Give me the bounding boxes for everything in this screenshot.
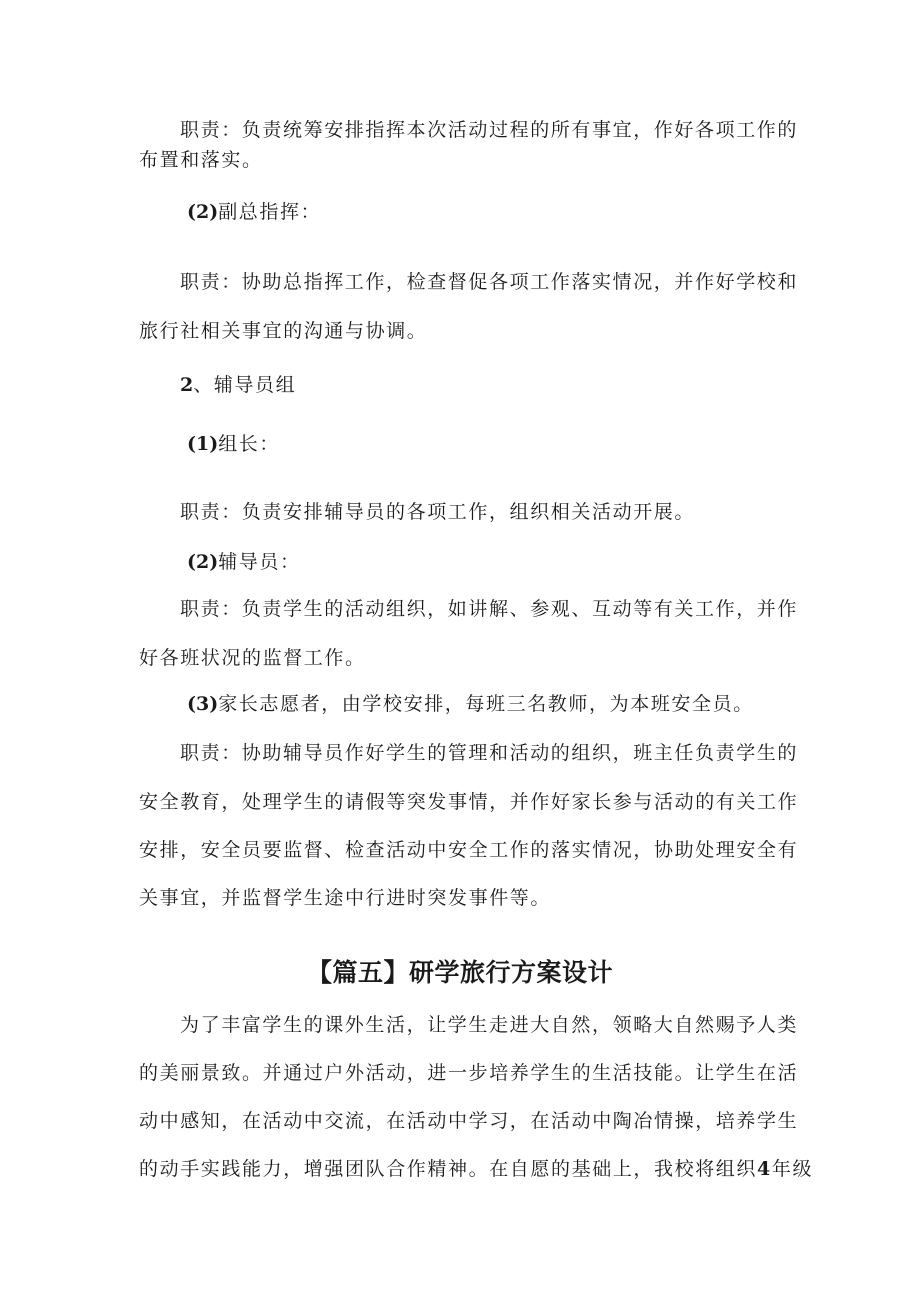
section-number: 2: [180, 374, 194, 396]
volunteer-number: (3): [187, 693, 219, 715]
responsibility-chief-line-1: 职责：负责统筹安排指挥本次活动过程的所有事宜，作好各项工作的: [180, 119, 799, 141]
intro-line-4-end: 年级: [771, 1158, 814, 1180]
intro-line-4: [139, 1157, 813, 1181]
section-label: 、辅导员组: [193, 374, 297, 396]
responsibility-deputy-line-2: 旅行社相关事宜的沟通与协调。: [139, 320, 428, 342]
volunteer-label: 家长志愿者，由学校安排，每班三名教师，为本班安全员。: [218, 693, 754, 715]
leader-heading: [187, 432, 280, 456]
counselor-label: 辅导员：: [218, 551, 301, 573]
responsibility-volunteer-line-2: 安全教育，处理学生的请假等突发事情，并作好家长参与活动的有关工作: [139, 791, 799, 813]
counselor-number: (2): [187, 551, 219, 573]
grade-number: 4: [757, 1158, 772, 1180]
intro-line-3: 动中感知，在活动中交流，在活动中学习，在活动中陶冶情操，培养学生: [139, 1110, 799, 1132]
section-five-title: 【篇五】研学旅行方案设计: [306, 958, 613, 987]
responsibility-leader-line-1: 职责：负责安排辅导员的各项工作，组织相关活动开展。: [180, 501, 696, 523]
responsibility-counselor-line-1: 职责：负责学生的活动组织，如讲解、参观、互动等有关工作，并作: [180, 598, 799, 620]
responsibility-volunteer-line-3: 安排，安全员要监督、检查活动中安全工作的落实情况，协助处理安全有: [139, 839, 799, 861]
volunteer-heading: [187, 692, 754, 716]
intro-line-4-start: 的动手实践能力，增强团队合作精神。在自愿的基础上，我校将组织: [139, 1158, 758, 1180]
deputy-number: (2): [187, 201, 219, 223]
responsibility-counselor-line-2: 好各班状况的监督工作。: [139, 647, 366, 669]
responsibility-volunteer-line-1: 职责：协助辅导员作好学生的管理和活动的组织，班主任负责学生的: [180, 742, 799, 764]
deputy-label: 副总指挥：: [218, 201, 322, 223]
intro-line-1: 为了丰富学生的课外生活，让学生走进大自然，领略大自然赐予人类: [180, 1014, 799, 1036]
intro-line-2: 的美丽景致。并通过户外活动，进一步培养学生的生活技能。让学生在活: [139, 1062, 799, 1084]
leader-label: 组长：: [218, 433, 281, 455]
section-counselor-group: [180, 373, 296, 397]
counselor-heading: [187, 550, 301, 574]
responsibility-chief-line-2: 布置和落实。: [139, 149, 263, 171]
leader-number: (1): [187, 433, 219, 455]
responsibility-volunteer-line-4: 关事宜，并监督学生途中行进时突发事件等。: [139, 887, 552, 909]
deputy-commander-heading: [187, 200, 321, 224]
responsibility-deputy-line-1: 职责：协助总指挥工作，检查督促各项工作落实情况，并作好学校和: [180, 271, 799, 293]
